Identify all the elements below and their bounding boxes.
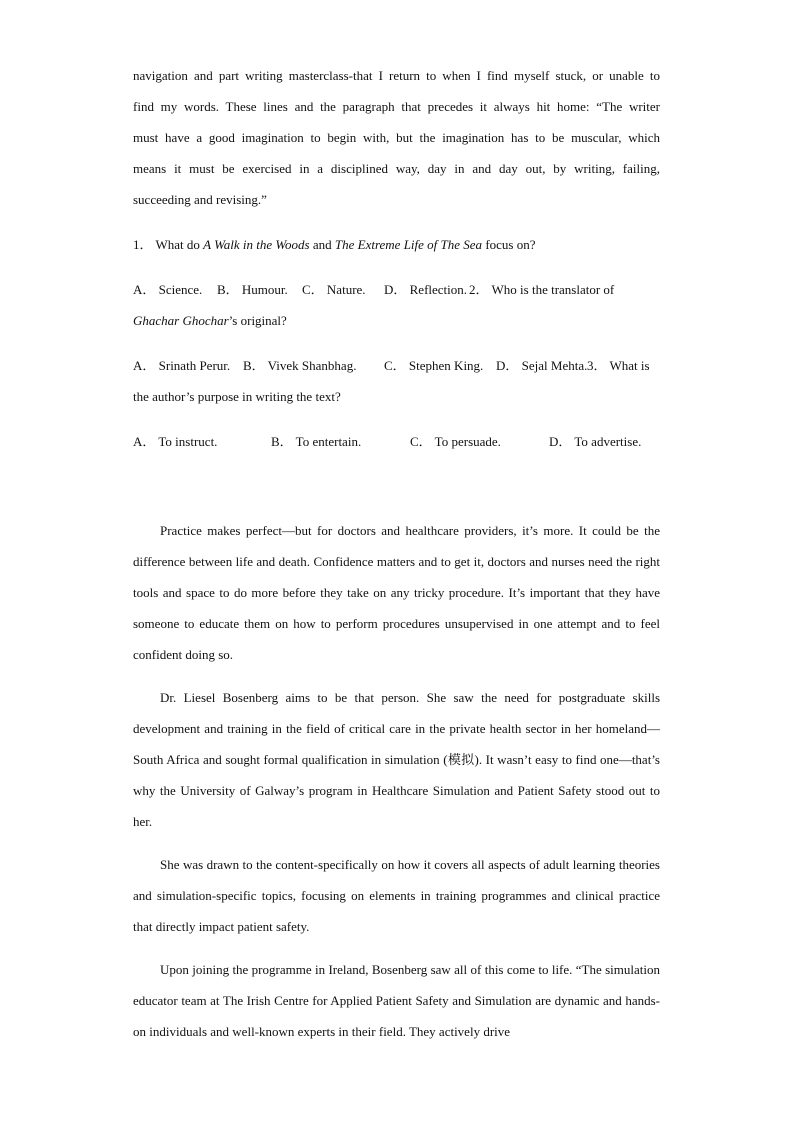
option-a: A． To instruct. xyxy=(133,434,218,449)
document-page xyxy=(133,60,660,1047)
text-line: means it must be exercised in a disciplined way, day in and day out, by writing, failing, xyxy=(133,161,660,176)
option-c: C． To persuade. xyxy=(410,434,501,449)
question-2-cont: Ghachar Ghochar’s original? xyxy=(133,313,287,328)
text-line: find my words. These lines and the paragraph that precedes it always hit home: “The writer xyxy=(133,99,660,114)
text-line: navigation and part writing masterclass-that I return to when I find myself stuck, or unable to xyxy=(133,68,660,83)
option-d: D． Reflection. xyxy=(384,282,468,297)
option-c: C． Stephen King. xyxy=(384,358,484,373)
book-title: The Extreme Life of The Sea xyxy=(334,237,483,252)
book-title: A Walk in the Woods xyxy=(203,237,310,252)
book-title: Ghachar Ghochar xyxy=(133,313,229,328)
passage-paragraph: Upon joining the programme in Ireland, Bosenberg saw all of this come to life. “The simulation educator team at The Irish Centre for Applied Patient Safety and Simulation are dynamic and hands-on individuals and well-known experts in their field. They actively drive xyxy=(133,962,660,1039)
option-d: D． To advertise. xyxy=(549,434,642,449)
option-b: B． To entertain. xyxy=(271,434,362,449)
question-3-options xyxy=(133,426,660,457)
question-1-options xyxy=(133,274,660,305)
question-2: 2． Who is the translator of xyxy=(469,282,615,297)
option-a: A． Science. xyxy=(133,282,203,297)
option-a: A． Srinath Perur. xyxy=(133,358,231,373)
intro-paragraph xyxy=(133,60,660,215)
option-b: B． Vivek Shanbhag. xyxy=(243,358,357,373)
passage-paragraph: She was drawn to the content-specifically on how it covers all aspects of adult learning theories and simulation-specific topics, focusing on elements in training programmes and clinical practice that directly impact patient safety. xyxy=(133,857,660,934)
passage-paragraph: Practice makes perfect—but for doctors and healthcare providers, it’s more. It could be the difference between life and death. Confidence matters and to get it, doctors and nurses need the right tools and space to do more before they take on any tricky procedure. It’s important that they have someone to educate them on how to perform procedures unsupervised in one attempt and to feel confident doing so. xyxy=(133,523,660,662)
question-1: 1． What do A Walk in the Woods and The Extreme Life of The Sea focus on? xyxy=(133,237,536,252)
question-2-options xyxy=(133,350,660,381)
question-3: 3． What is xyxy=(587,358,650,373)
option-d: D． Sejal Mehta. xyxy=(496,358,588,373)
option-c: C． Nature. xyxy=(302,282,366,297)
text-line: must have a good imagination to begin with, but the imagination has to be muscular, which xyxy=(133,130,660,145)
question-3-cont: the author’s purpose in writing the text? xyxy=(133,389,341,404)
passage-paragraph: Dr. Liesel Bosenberg aims to be that person. She saw the need for postgraduate skills development and training in the field of critical care in the private health sector in her homeland—South Africa and sought formal qualification in simulation (模拟). It wasn’t easy to find one—that’s why the University of Galway’s program in Healthcare Simulation and Patient Safety stood out to her. xyxy=(133,690,660,829)
option-b: B． Humour. xyxy=(217,282,288,297)
text-line: succeeding and revising.” xyxy=(133,192,267,207)
